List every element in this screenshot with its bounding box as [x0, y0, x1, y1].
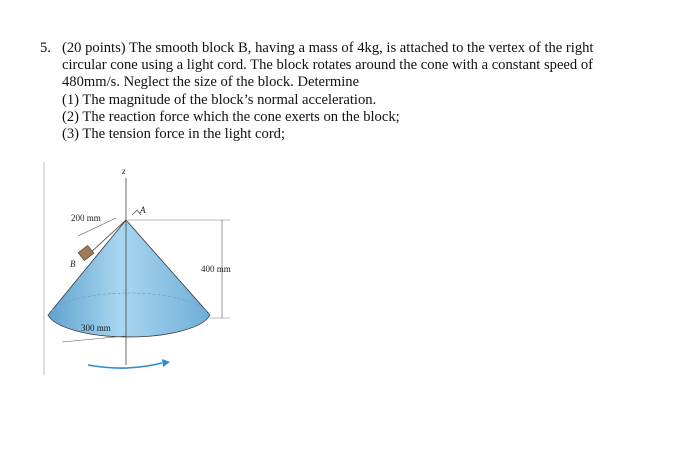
rotation-arrowhead [162, 359, 170, 367]
rotation-arrow [88, 363, 162, 368]
block-b [78, 245, 94, 260]
problem-line-3: 480mm/s. Neglect the size of the block. Determine [62, 74, 360, 91]
radius-label: 300 mm [81, 323, 111, 333]
problem-line-1: (20 points) The smooth block B, having a mass of 4kg, is attached to the vertex of the right [62, 40, 594, 56]
z-axis-label: z [122, 166, 126, 176]
cone-body [48, 220, 210, 337]
problem-number: 5. [40, 40, 51, 56]
question-1: (1) The magnitude of the block’s normal acceleration. [62, 91, 377, 108]
cord-length-label: 200 mm [71, 213, 101, 223]
cone-figure [40, 160, 260, 380]
radius-dimension-line [62, 336, 126, 342]
problem-line-2: circular cone using a light cord. The block rotates around the cone with a constant speed of [62, 57, 594, 74]
problem-statement [40, 40, 660, 143]
vertex-label: A [140, 205, 146, 215]
block-label: B [70, 259, 76, 269]
height-label: 400 mm [201, 264, 231, 274]
question-2: (2) The reaction force which the cone exerts on the block; [62, 108, 400, 125]
question-3: (3) The tension force in the light cord; [62, 126, 286, 143]
problem-text [62, 40, 660, 143]
